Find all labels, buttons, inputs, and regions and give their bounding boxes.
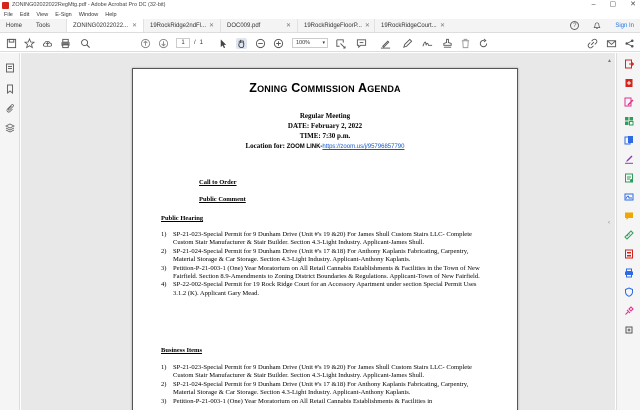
highlight-icon[interactable] [380,38,391,49]
page-total: 1 [199,40,204,46]
business-items-list [161,364,481,406]
tab-document[interactable] [374,19,451,32]
scan-ocr-icon[interactable] [624,173,634,183]
tab-document-label: ZONING02022022... [73,22,129,29]
draw-pen-icon[interactable] [402,38,413,49]
close-tab-icon[interactable]: ✕ [439,23,445,29]
scroll-up-icon[interactable]: ▲ [607,58,612,64]
document-view[interactable] [21,53,615,410]
export-pdf-icon[interactable] [624,59,634,69]
tab-document[interactable] [297,19,374,32]
meeting-type: Regular Meeting [299,112,351,120]
close-tab-icon[interactable]: ✕ [364,23,370,29]
add-comment-icon[interactable] [356,38,367,49]
previous-page-icon[interactable] [140,38,151,49]
select-cursor-icon[interactable] [218,38,229,49]
zoom-in-icon[interactable] [273,38,284,49]
more-tools-icon[interactable] [624,325,634,335]
organize-pages-icon[interactable] [624,116,634,126]
tab-tools[interactable]: Tools [36,22,51,29]
close-tab-icon[interactable]: ✕ [285,23,291,29]
collapse-right-pane-icon[interactable]: ‹ [608,220,610,226]
comment-icon[interactable] [624,211,634,221]
search-icon[interactable] [80,38,91,49]
edit-pdf-icon[interactable] [624,97,634,107]
toolbar [0,34,640,52]
sign-icon[interactable] [422,38,433,49]
upload-cloud-icon[interactable] [42,38,53,49]
page-number-input[interactable]: 1 [176,38,190,48]
hand-tool-icon[interactable] [236,38,247,49]
window-title: ZONING02022022RegMtg.pdf - Adobe Acrobat Pro DC (32-bit) [12,2,166,8]
delete-icon[interactable] [460,38,471,49]
list-item: 1) SP-21-023-Special Permit for 9 Dunham Drive (Unit #'s 19 &20) For James Shull Custom Stairs LLC- Complete Custom Stair Manufacturer & Stair Builder. Section 4.3-Light Industry. Applicant-James Shull. [161,231,472,247]
zoom-link[interactable]: https://zoom.us/j/95796857790 [322,144,405,150]
call-to-order: Call to Order [199,179,237,186]
page-separator: / [194,40,196,46]
tab-bar [0,19,640,33]
share-icon[interactable] [624,38,635,49]
tab-document-label: 19RockRidgeCourt... [381,22,437,29]
menu-esign[interactable]: E-Sign [55,11,72,18]
list-item: 3) Petition-P-21-003-1 (One) Year Moratorium on All Retail Cannabis Establishments & Facilities in the Town of New Fairfield. Section 8.9-Amendments to Zoning District Boundaries & Regulations. Applicant-Town of New Fairfield. [161,264,480,281]
tab-document-label: DOC009.pdf [227,22,261,29]
public-comment: Public Comment [199,196,246,203]
help-icon[interactable]: ? [570,21,579,30]
left-navigation-pane [0,53,20,410]
public-hearing-heading: Public Hearing [161,215,204,222]
tab-bar-right [570,21,634,30]
menu-window[interactable]: Window [78,11,99,18]
attachments-icon[interactable] [5,103,15,113]
menu-edit[interactable]: Edit [19,11,30,18]
measure-icon[interactable] [624,230,634,240]
menu-bar [0,10,640,19]
redact-icon[interactable] [624,306,634,316]
star-icon[interactable] [24,38,35,49]
zoom-level-select[interactable] [292,38,328,48]
location-label: Location for: [245,142,285,150]
pdf-page [132,68,518,410]
list-item: 4) SP-22-002-Special Permit for 19 Rock Ridge Court for an Accessory Apartment under section Special Permit Uses 3.1.2 (K). Applicant Gary Mead. [161,281,477,297]
page-thumbnails-icon[interactable] [5,63,15,73]
zoom-level-value: 100% [296,40,311,46]
print-icon[interactable] [60,38,71,49]
tab-document-label: 19RockRidge2ndFl... [150,22,207,29]
meeting-location [133,142,517,150]
email-icon[interactable] [606,38,617,49]
share-link-icon[interactable] [587,38,598,49]
menu-view[interactable]: View [36,11,49,18]
business-items-heading: Business Items [161,347,202,354]
list-item: 1) SP-21-023-Special Permit for 9 Dunham Drive (Unit #'s 19 &20) For James Shull Custom Stairs LLC- Complete Custom Stair Manufacturer & Stair Builder. Section 4.3-Light Industry. Applicant-James Shull. [161,364,472,380]
page-navigator [176,38,203,48]
bookmarks-icon[interactable] [5,84,15,94]
chevron-down-icon: ▾ [322,40,325,46]
prepare-form-icon[interactable] [624,249,634,259]
create-pdf-icon[interactable] [624,78,634,88]
window-controls [592,0,636,10]
tab-home[interactable]: Home [6,22,23,29]
rotate-icon[interactable] [478,38,489,49]
acrobat-icon [2,2,9,9]
tab-document[interactable] [143,19,220,32]
tab-document[interactable] [220,19,297,32]
fill-sign-icon[interactable] [624,154,634,164]
close-tab-icon[interactable]: ✕ [209,23,215,29]
combine-files-icon[interactable] [624,135,634,145]
menu-help[interactable]: Help [105,11,117,18]
save-icon[interactable] [6,38,17,49]
list-item: 2) SP-21-024-Special Permit for 9 Dunham Drive (Unit #'s 17 &18) For Anthony Kaplanis Fabricating, Carpentry, Material Storage & Car Storage. Section 4.3-Light Industry. Applicant-Anthony Kaplanis. [161,247,469,264]
print-production-icon[interactable] [624,268,634,278]
title-bar [0,0,640,10]
close-window-button[interactable]: ✕ [630,1,636,8]
marquee-zoom-icon[interactable] [335,38,346,49]
minimize-button[interactable]: – [591,1,596,8]
tab-document-label: 19RockRidgeFloorP... [304,22,362,29]
stamp-icon[interactable] [442,38,453,49]
tab-document[interactable] [66,19,143,32]
sign-in-link[interactable]: Sign In [615,22,634,29]
list-item: 3) Petition-P-21-003-1 (One) Year Moratorium on All Retail Cannabis Establishments & Facilities in [161,397,433,405]
close-tab-icon[interactable]: ✕ [131,23,137,29]
layers-icon[interactable] [5,123,15,133]
bell-icon[interactable] [593,22,601,30]
list-item: 2) SP-21-024-Special Permit for 9 Dunham Drive (Unit #'s 17 &18) For Anthony Kaplanis Fabricating, Carpentry, Material Storage & Car Storage. Section 4.3-Light Industry. Applicant-Anthony Kaplanis. [161,380,469,397]
right-tools-pane [616,53,640,410]
send-for-signature-icon[interactable] [624,192,634,202]
zoom-link-label: ZOOM LINK- [286,144,323,150]
protect-icon[interactable] [624,287,634,297]
meeting-time: TIME: 7:30 p.m. [299,132,351,140]
maximize-button[interactable]: ▢ [609,1,617,8]
next-page-icon[interactable] [158,38,169,49]
public-hearing-list [161,231,481,298]
menu-file[interactable]: File [4,11,13,18]
zoom-out-icon[interactable] [255,38,266,49]
meeting-date: DATE: February 2, 2022 [287,122,363,130]
agenda-title: Zoning Commission Agenda [249,81,401,95]
